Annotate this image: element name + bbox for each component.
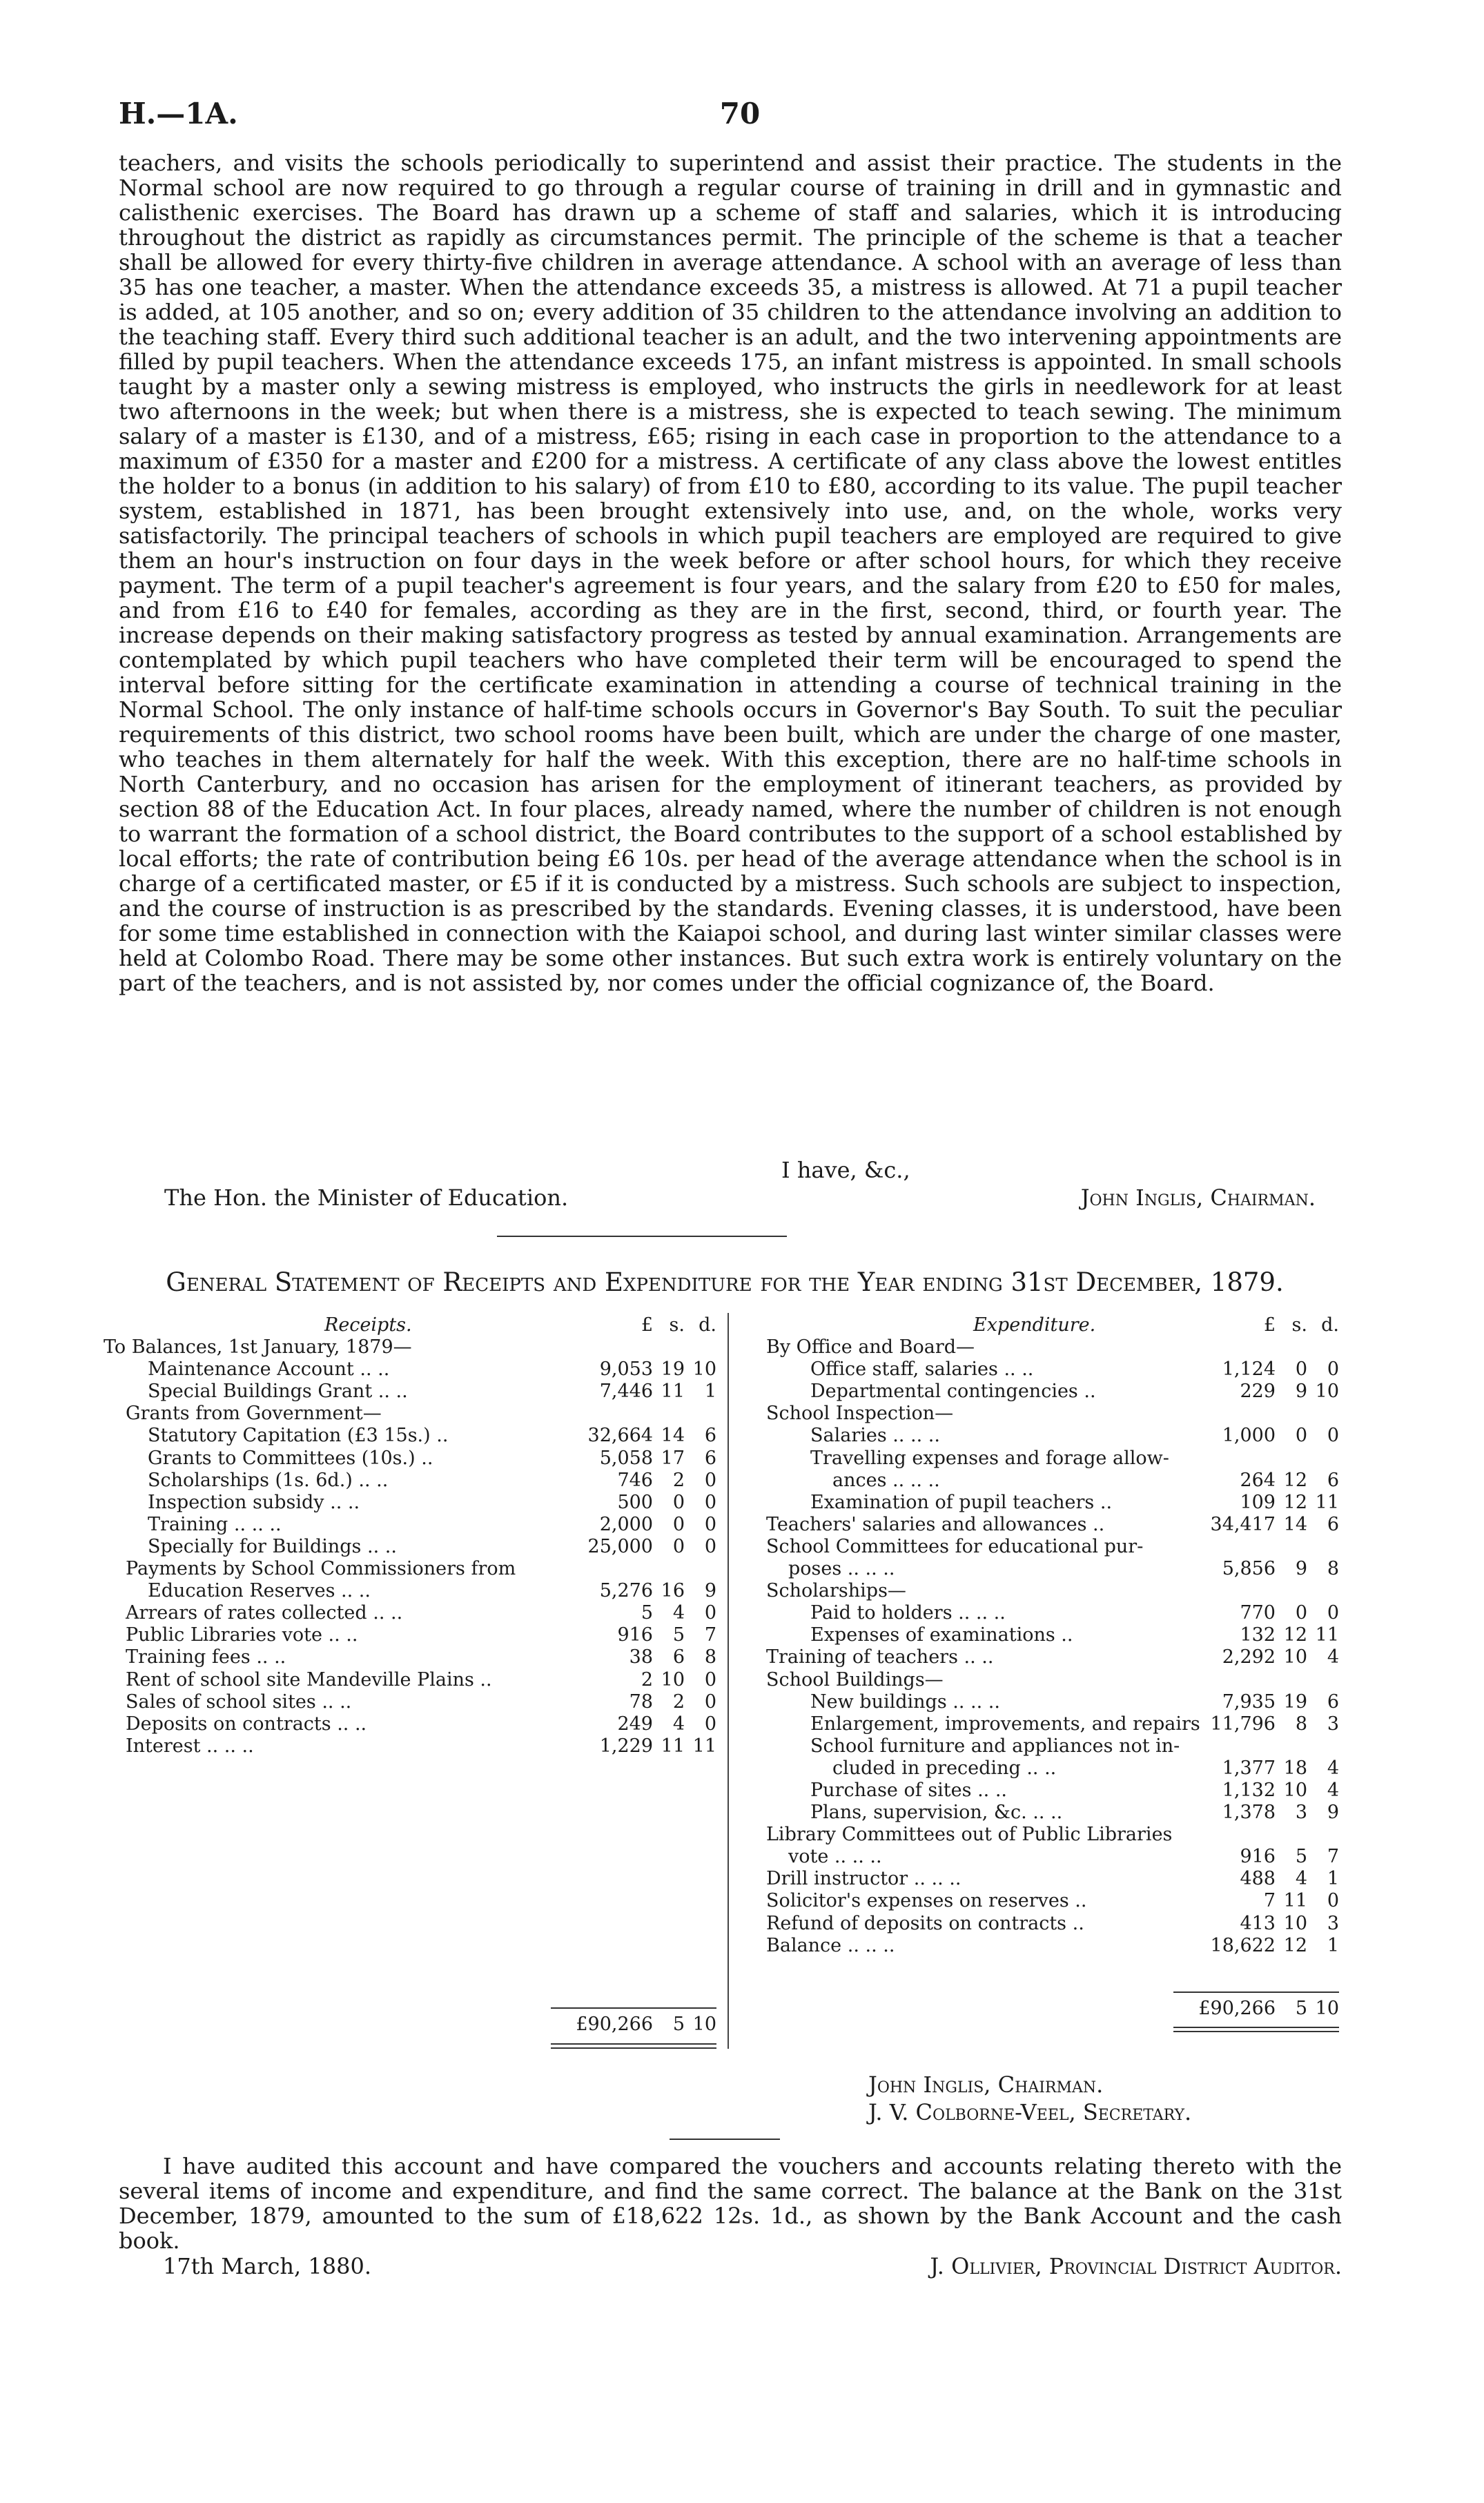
expenditure-item-amount: [1179, 1492, 1339, 1514]
receipt-amount-pounds: 32,664: [587, 1425, 653, 1447]
expenditure-row: [766, 1448, 1339, 1470]
receipt-amount-shillings: 0: [672, 1535, 685, 1557]
receipts-total-pounds: £90,266: [576, 2014, 653, 2035]
expenditure-amount-shillings: 5: [1295, 1846, 1307, 1868]
receipt-item-label: Grants to Committees (10s.) ..: [148, 1447, 433, 1469]
expenditure-amount-shillings: 4: [1295, 1868, 1307, 1890]
expenditure-amount-pounds: 34,417: [1210, 1513, 1276, 1535]
expenditure-currency-headers: [1179, 1314, 1339, 1336]
receipt-row: [104, 1646, 716, 1668]
expenditure-item-amount: [1179, 1669, 1339, 1691]
receipt-item-amount: [556, 1448, 716, 1470]
expenditure-item-label: Travelling expenses and forage allow-: [810, 1447, 1169, 1469]
receipts-column: [104, 1314, 716, 1757]
expenditure-item-amount: [1179, 1448, 1339, 1470]
expenditure-row: [766, 1558, 1339, 1580]
expenditure-item-label: Office staff, salaries .. ..: [810, 1358, 1034, 1381]
expenditure-item-label: Paid to holders .. .. ..: [810, 1602, 1006, 1624]
page-number: 70: [719, 97, 761, 130]
expenditure-item-label: Refund of deposits on contracts ..: [766, 1912, 1084, 1934]
expenditure-item-amount: [1179, 1470, 1339, 1492]
receipt-amount-pounds: 746: [617, 1469, 653, 1491]
receipt-item-amount: [556, 1470, 716, 1492]
statement-title: General Statement of Receipts and Expenditure for the Year ending 31st December, 1879.: [166, 1267, 1284, 1297]
expenditure-amount-pounds: 413: [1240, 1912, 1276, 1934]
receipt-item-amount: [556, 1536, 716, 1558]
receipt-amount-pence: 0: [704, 1602, 716, 1624]
expenditure-total-pence: 10: [1315, 1998, 1339, 2019]
expenditure-amount-pounds: 770: [1240, 1602, 1276, 1624]
receipt-row: [104, 1403, 716, 1425]
expenditure-amount-pence: 4: [1327, 1757, 1339, 1779]
expenditure-amount-pounds: 264: [1240, 1469, 1276, 1491]
receipt-amount-pence: 8: [704, 1646, 716, 1668]
receipt-amount-pounds: 25,000: [587, 1535, 653, 1557]
expenditure-item-label: ances .. .. ..: [832, 1469, 940, 1491]
expenditure-amount-shillings: 0: [1295, 1602, 1307, 1624]
receipt-row: [104, 1358, 716, 1381]
expenditure-amount-pence: 6: [1327, 1691, 1339, 1713]
receipt-item-label: Rent of school site Mandeville Plains ..: [126, 1668, 492, 1691]
expenditure-total: [1179, 1998, 1339, 2019]
receipt-row: [104, 1448, 716, 1470]
receipt-amount-shillings: 14: [661, 1425, 685, 1447]
expenditure-row: [766, 1757, 1339, 1780]
expenditure-item-label: Enlargement, improvements, and repairs: [810, 1713, 1200, 1735]
receipt-amount-shillings: 4: [672, 1602, 685, 1624]
expenditure-item-label: Balance .. .. ..: [766, 1934, 895, 1956]
receipt-amount-pence: 9: [704, 1580, 716, 1602]
receipt-amount-pence: 0: [704, 1469, 716, 1491]
receipt-amount-pence: 0: [704, 1513, 716, 1535]
expenditure-row: [766, 1381, 1339, 1403]
receipt-item-amount: [556, 1713, 716, 1735]
expenditure-item-amount: [1179, 1381, 1339, 1403]
receipt-amount-pounds: 78: [629, 1691, 653, 1713]
receipt-row: [104, 1336, 716, 1358]
chairman-signature: John Inglis, Chairman.: [868, 2072, 1104, 2098]
expenditure-row: [766, 1868, 1339, 1890]
receipt-row: [104, 1735, 716, 1757]
expenditure-amount-pence: 1: [1327, 1868, 1339, 1890]
expenditure-row: [766, 1780, 1339, 1802]
expenditure-amount-pounds: 109: [1240, 1491, 1276, 1513]
report-body-paragraph: teachers, and visits the schools periodically to superintend and assist their practice. The students in the Normal school are now required to go through a regular course of training in drill and in gymnastic and calisthenic exercises. The Board has drawn up a scheme of staff and salaries, which it is introducing throughout the district as rapidly as circumstances permit. The principle of the scheme is that a teacher shall be allowed for every thirty-five children in average attendance. A school with an average of less than 35 has one teacher, a master. When the attendance exceeds 35, a mistress is allowed. At 71 a pupil teacher is added, at 105 another, and so on; every addition of 35 children to the attendance involving an addition to the teaching staff. Every third such additional teacher is an adult, and the two intervening appointments are filled by pupil teachers. When the attendance exceeds 175, an infant mistress is appointed. In small schools taught by a master only a sewing mistress is employed, who instructs the girls in needlework for at least two afternoons in the week; but when there is a mistress, she is expected to teach sewing. The minimum salary of a master is £130, and of a mistress, £65; rising in each case in proportion to the attendance to a maximum of £350 for a master and £200 for a mistress. A certificate of any class above the lowest entitles the holder to a bonus (in addition to his salary) of from £10 to £80, according to its value. The pupil teacher system, established in 1871, has been brought extensively into use, and, on the whole, works very satisfactorily. The principal teachers of schools in which pupil teachers are employed are required to give them an hour's instruction on four days in the week before or after school hours, for which they receive payment. The term of a pupil teacher's agreement is four years, and the salary from £20 to £50 for males, and from £16 to £40 for females, according as they are in the first, second, third, or fourth year. The increase depends on their making satisfactory progress as tested by annual examination. Arrangements are contemplated by which pupil teachers who have completed their term will be encouraged to spend the interval before sitting for the certificate examination in attending a course of technical training in the Normal School. The only instance of half-time schools occurs in Governor's Bay South. To suit the peculiar requirements of this district, two school rooms have been built, which are under the charge of one master, who teaches in them alternately for half the week. With this exception, there are no half-time schools in North Canterbury, and no occasion has arisen for the employment of itinerant teachers, as provided by section 88 of the Education Act. In four places, already named, where the number of children is not enough to warrant the formation of a school district, the Board contributes to the support of a school established by local efforts; the rate of contribution being £6 10s. per head of the average attendance when the school is in charge of a certificated master, or £5 if it is conducted by a mistress. Such schools are subject to inspection, and the course of instruction is as prescribed by the standards. Evening classes, it is understood, have been for some time established in connection with the Kaiapoi school, and during last winter similar classes were held at Colombo Road. There may be some other instances. But such extra work is entirely voluntary on the part of the teachers, and is not assisted by, nor comes under the official cognizance of, the Board.: [119, 150, 1342, 996]
expenditure-amount-pence: 6: [1327, 1469, 1339, 1491]
receipt-amount-pence: 0: [704, 1713, 716, 1735]
expenditure-amount-pounds: 1,378: [1222, 1802, 1276, 1824]
expenditure-amount-pounds: 7,935: [1222, 1691, 1276, 1713]
receipts-currency-headers: [556, 1314, 716, 1336]
expenditure-item-amount: [1179, 1580, 1339, 1602]
expenditure-item-label: Drill instructor .. .. ..: [766, 1868, 961, 1890]
receipt-item-label: Scholarships (1s. 6d.) .. ..: [148, 1469, 389, 1491]
receipts-total-pence: 10: [692, 2014, 716, 2035]
expenditure-amount-shillings: 9: [1295, 1381, 1307, 1403]
expenditure-row: [766, 1846, 1339, 1868]
addressee: The Hon. the Minister of Education.: [164, 1185, 569, 1211]
expenditure-amount-shillings: 0: [1295, 1425, 1307, 1447]
audit-certificate: I have audited this account and have compared the vouchers and accounts relating thereto with the several items of income and expenditure, and find the same correct. The balance at the Bank on the 31st December, 1879, amounted to the sum of £18,622 12s. 1d., as shown by the Bank Account and the cash book.: [119, 2153, 1342, 2254]
receipt-row: [104, 1713, 716, 1735]
receipt-row: [104, 1470, 716, 1492]
expenditure-item-label: Plans, supervision, &c. .. ..: [810, 1802, 1063, 1824]
receipt-item-amount: [556, 1358, 716, 1381]
closing-salutation: I have, &c.,: [781, 1157, 910, 1183]
receipt-row: [104, 1602, 716, 1624]
expenditure-row: [766, 1336, 1339, 1358]
receipt-amount-pounds: 7,446: [599, 1381, 653, 1403]
receipt-item-label: Grants from Government—: [126, 1403, 382, 1425]
receipt-item-label: Sales of school sites .. ..: [126, 1691, 352, 1713]
receipt-amount-pence: 0: [704, 1691, 716, 1713]
expenditure-item-label: Scholarships—: [766, 1580, 906, 1602]
expenditure-item-amount: [1179, 1425, 1339, 1447]
expenditure-amount-pence: 7: [1327, 1846, 1339, 1868]
receipt-amount-shillings: 0: [672, 1513, 685, 1535]
receipt-amount-shillings: 19: [661, 1358, 685, 1381]
expenditure-amount-shillings: 10: [1283, 1646, 1307, 1668]
receipt-item-amount: [556, 1381, 716, 1403]
expenditure-amount-shillings: 12: [1283, 1624, 1307, 1646]
expenditure-amount-pounds: 5,856: [1222, 1558, 1276, 1580]
receipt-row: [104, 1558, 716, 1580]
expenditure-amount-pounds: 1,000: [1222, 1425, 1276, 1447]
receipt-item-label: Inspection subsidy .. ..: [148, 1491, 360, 1513]
receipt-item-amount: [556, 1514, 716, 1536]
section-divider: [497, 1236, 787, 1237]
receipt-amount-pence: 11: [692, 1735, 716, 1757]
receipt-amount-shillings: 0: [672, 1491, 685, 1513]
receipt-item-label: Training .. .. ..: [148, 1513, 282, 1535]
receipt-item-amount: [556, 1558, 716, 1580]
expenditure-total-shillings: 5: [1295, 1998, 1307, 2019]
expenditure-amount-pounds: 132: [1240, 1624, 1276, 1646]
expenditure-amount-pence: 0: [1327, 1425, 1339, 1447]
receipt-row: [104, 1425, 716, 1447]
expenditure-item-label: School Committees for educational pur-: [766, 1535, 1144, 1557]
letter-signoff: [119, 1157, 1342, 1212]
pence-header: d.: [699, 1314, 716, 1336]
expenditure-item-amount: [1179, 1868, 1339, 1890]
expenditure-amount-pounds: 916: [1240, 1846, 1276, 1868]
expenditure-row: [766, 1890, 1339, 1912]
expenditure-amount-shillings: 10: [1283, 1912, 1307, 1934]
expenditure-row: [766, 1536, 1339, 1558]
expenditure-item-label: Salaries .. .. ..: [810, 1425, 940, 1447]
expenditure-item-amount: [1179, 1536, 1339, 1558]
expenditure-row: [766, 1735, 1339, 1757]
expenditure-item-amount: [1179, 1913, 1339, 1935]
receipt-item-amount: [556, 1425, 716, 1447]
expenditure-item-amount: [1179, 1824, 1339, 1846]
receipt-amount-shillings: 17: [661, 1447, 685, 1469]
expenditure-item-amount: [1179, 1403, 1339, 1425]
receipt-row: [104, 1669, 716, 1691]
receipt-item-amount: [556, 1646, 716, 1668]
expenditure-item-label: New buildings .. .. ..: [810, 1691, 1000, 1713]
expenditure-item-amount: [1179, 1935, 1339, 1957]
page-header: [119, 97, 1361, 138]
expenditure-amount-shillings: 0: [1295, 1358, 1307, 1381]
receipt-item-amount: [556, 1580, 716, 1602]
expenditure-amount-pounds: 229: [1240, 1381, 1276, 1403]
receipt-item-label: Interest .. .. ..: [126, 1735, 254, 1757]
receipt-item-label: Deposits on contracts .. ..: [126, 1713, 367, 1735]
expenditure-row: [766, 1470, 1339, 1492]
receipt-row: [104, 1514, 716, 1536]
pence-header: d.: [1321, 1314, 1339, 1336]
receipt-row: [104, 1536, 716, 1558]
expenditure-total-pounds: £90,266: [1198, 1998, 1276, 2019]
expenditure-item-amount: [1179, 1624, 1339, 1646]
expenditure-amount-shillings: 9: [1295, 1558, 1307, 1580]
expenditure-amount-pence: 3: [1327, 1713, 1339, 1735]
expenditure-item-amount: [1179, 1358, 1339, 1381]
expenditure-amount-shillings: 3: [1295, 1802, 1307, 1824]
receipts-header-row: [104, 1314, 716, 1336]
receipt-item-label: Statutory Capitation (£3 15s.) ..: [148, 1425, 449, 1447]
receipt-item-label: Specially for Buildings .. ..: [148, 1535, 397, 1557]
expenditure-amount-pence: 6: [1327, 1513, 1339, 1535]
expenditure-row: [766, 1935, 1339, 1957]
receipt-amount-pounds: 1,229: [599, 1735, 653, 1757]
expenditure-item-label: cluded in preceding .. ..: [832, 1757, 1057, 1779]
expenditure-amount-pence: 1: [1327, 1934, 1339, 1956]
receipt-amount-pounds: 9,053: [599, 1358, 653, 1381]
expenditure-item-amount: [1179, 1336, 1339, 1358]
expenditure-item-label: Purchase of sites .. ..: [810, 1779, 1007, 1801]
expenditure-item-label: vote .. .. ..: [788, 1846, 882, 1868]
expenditure-amount-pence: 0: [1327, 1602, 1339, 1624]
receipt-item-amount: [556, 1691, 716, 1713]
column-divider: [728, 1313, 729, 2049]
expenditure-amount-pounds: 1,132: [1222, 1779, 1276, 1801]
receipts-total-rule: [551, 2007, 716, 2009]
shilling-header: s.: [1291, 1314, 1307, 1336]
pound-header: £: [641, 1314, 653, 1336]
receipt-amount-pounds: 249: [617, 1713, 653, 1735]
expenditure-row: [766, 1403, 1339, 1425]
receipt-amount-shillings: 10: [661, 1668, 685, 1691]
expenditure-item-label: School furniture and appliances not in-: [810, 1735, 1180, 1757]
expenditure-amount-pounds: 11,796: [1210, 1713, 1276, 1735]
shilling-header: s.: [669, 1314, 685, 1336]
receipt-item-label: Public Libraries vote .. ..: [126, 1624, 358, 1646]
receipt-amount-pounds: 2,000: [599, 1513, 653, 1535]
expenditure-amount-pence: 10: [1315, 1381, 1339, 1403]
statement-signers: [868, 2071, 1191, 2126]
receipt-amount-pence: 0: [704, 1668, 716, 1691]
expenditure-row: [766, 1580, 1339, 1602]
expenditure-item-amount: [1179, 1846, 1339, 1868]
expenditure-item-amount: [1179, 1558, 1339, 1580]
expenditure-row: [766, 1691, 1339, 1713]
expenditure-row: [766, 1358, 1339, 1381]
expenditure-total-rule: [1173, 1991, 1339, 1993]
receipt-item-label: Special Buildings Grant .. ..: [148, 1381, 408, 1403]
expenditure-item-label: School Buildings—: [766, 1668, 944, 1691]
receipt-amount-pounds: 5,058: [599, 1447, 653, 1469]
expenditure-amount-shillings: 18: [1283, 1757, 1307, 1779]
receipt-item-amount: [556, 1492, 716, 1514]
expenditure-amount-shillings: 12: [1283, 1491, 1307, 1513]
receipt-amount-pounds: 916: [617, 1624, 653, 1646]
expenditure-amount-shillings: 12: [1283, 1934, 1307, 1956]
expenditure-row: [766, 1824, 1339, 1846]
expenditure-row: [766, 1602, 1339, 1624]
audit-footer: [119, 2253, 1342, 2281]
receipt-item-amount: [556, 1602, 716, 1624]
receipt-amount-pounds: 38: [629, 1646, 653, 1668]
receipt-amount-pence: 6: [704, 1425, 716, 1447]
expenditure-amount-pounds: 18,622: [1210, 1934, 1276, 1956]
expenditure-amount-shillings: 10: [1283, 1779, 1307, 1801]
expenditure-item-amount: [1179, 1602, 1339, 1624]
expenditure-amount-shillings: 14: [1283, 1513, 1307, 1535]
receipt-item-label: Payments by School Commissioners from: [126, 1558, 516, 1580]
pound-header: £: [1263, 1314, 1276, 1336]
expenditure-amount-pence: 0: [1327, 1890, 1339, 1912]
receipt-row: [104, 1580, 716, 1602]
receipt-item-label: Education Reserves .. ..: [148, 1580, 371, 1602]
expenditure-item-label: Training of teachers .. ..: [766, 1646, 994, 1668]
receipts-heading: Receipts.: [324, 1314, 412, 1336]
expenditure-total-double-rule: [1173, 2027, 1339, 2032]
receipt-amount-shillings: 6: [672, 1646, 685, 1668]
expenditure-item-amount: [1179, 1691, 1339, 1713]
receipt-amount-pounds: 5: [641, 1602, 653, 1624]
expenditure-item-amount: [1179, 1735, 1339, 1757]
receipt-row: [104, 1691, 716, 1713]
receipt-item-amount: [556, 1624, 716, 1646]
receipt-amount-pence: 6: [704, 1447, 716, 1469]
receipt-amount-shillings: 2: [672, 1469, 685, 1491]
receipt-item-label: To Balances, 1st January, 1879—: [104, 1336, 412, 1358]
receipt-amount-pence: 7: [704, 1624, 716, 1646]
receipt-item-amount: [556, 1669, 716, 1691]
receipt-amount-pounds: 2: [641, 1668, 653, 1691]
expenditure-amount-shillings: 11: [1283, 1890, 1307, 1912]
audit-date: 17th March, 1880.: [163, 2253, 371, 2279]
expenditure-item-label: Library Committees out of Public Libraries: [766, 1824, 1173, 1846]
expenditure-amount-pounds: 2,292: [1222, 1646, 1276, 1668]
expenditure-row: [766, 1624, 1339, 1646]
expenditure-row: [766, 1514, 1339, 1536]
expenditure-item-amount: [1179, 1802, 1339, 1824]
receipt-amount-shillings: 4: [672, 1713, 685, 1735]
receipt-item-label: Maintenance Account .. ..: [148, 1358, 390, 1381]
secretary-signature: J. V. Colborne-Veel, Secretary.: [868, 2099, 1192, 2125]
expenditure-amount-shillings: 12: [1283, 1469, 1307, 1491]
expenditure-heading: Expenditure.: [973, 1314, 1096, 1336]
letter-signer: John Inglis, Chairman.: [1080, 1185, 1316, 1211]
receipts-total-shillings: 5: [672, 2014, 685, 2035]
expenditure-row: [766, 1913, 1339, 1935]
expenditure-row: [766, 1713, 1339, 1735]
receipt-item-amount: [556, 1336, 716, 1358]
expenditure-item-label: Teachers' salaries and allowances ..: [766, 1513, 1105, 1535]
audit-divider: [670, 2139, 780, 2140]
expenditure-item-label: Examination of pupil teachers ..: [810, 1491, 1113, 1513]
expenditure-item-label: Expenses of examinations ..: [810, 1624, 1073, 1646]
expenditure-amount-pounds: 7: [1263, 1890, 1276, 1912]
paper-reference: H.—1A.: [119, 97, 238, 130]
expenditure-amount-pence: 4: [1327, 1779, 1339, 1801]
expenditure-row: [766, 1492, 1339, 1514]
expenditure-item-amount: [1179, 1890, 1339, 1912]
expenditure-item-amount: [1179, 1713, 1339, 1735]
expenditure-amount-pence: 11: [1315, 1491, 1339, 1513]
receipt-amount-shillings: 2: [672, 1691, 685, 1713]
expenditure-amount-shillings: 19: [1283, 1691, 1307, 1713]
expenditure-item-label: Solicitor's expenses on reserves ..: [766, 1890, 1087, 1912]
expenditure-row: [766, 1802, 1339, 1824]
expenditure-header-row: [766, 1314, 1339, 1336]
receipt-amount-pounds: 5,276: [599, 1580, 653, 1602]
receipt-amount-pence: 0: [704, 1535, 716, 1557]
expenditure-column: [766, 1314, 1339, 1957]
receipt-item-label: Training fees .. ..: [126, 1646, 286, 1668]
expenditure-amount-pounds: 1,377: [1222, 1757, 1276, 1779]
expenditure-item-label: School Inspection—: [766, 1403, 954, 1425]
expenditure-amount-pounds: 488: [1240, 1868, 1276, 1890]
receipt-row: [104, 1624, 716, 1646]
expenditure-amount-pence: 9: [1327, 1802, 1339, 1824]
expenditure-item-amount: [1179, 1514, 1339, 1536]
expenditure-item-amount: [1179, 1757, 1339, 1780]
receipt-amount-shillings: 11: [661, 1735, 685, 1757]
receipt-item-label: Arrears of rates collected .. ..: [126, 1602, 403, 1624]
receipt-amount-pence: 1: [704, 1381, 716, 1403]
expenditure-row: [766, 1669, 1339, 1691]
expenditure-amount-pence: 8: [1327, 1558, 1339, 1580]
expenditure-item-amount: [1179, 1646, 1339, 1668]
receipt-amount-pence: 0: [704, 1491, 716, 1513]
receipt-item-amount: [556, 1735, 716, 1757]
expenditure-row: [766, 1425, 1339, 1447]
receipt-amount-shillings: 11: [661, 1381, 685, 1403]
expenditure-item-label: By Office and Board—: [766, 1336, 975, 1358]
receipt-row: [104, 1381, 716, 1403]
expenditure-row: [766, 1646, 1339, 1668]
receipt-item-amount: [556, 1403, 716, 1425]
expenditure-amount-pence: 4: [1327, 1646, 1339, 1668]
expenditure-amount-pence: 0: [1327, 1358, 1339, 1381]
expenditure-amount-pence: 11: [1315, 1624, 1339, 1646]
receipt-amount-shillings: 5: [672, 1624, 685, 1646]
receipts-total: [556, 2014, 716, 2035]
receipt-row: [104, 1492, 716, 1514]
receipt-amount-shillings: 16: [661, 1580, 685, 1602]
expenditure-item-label: Departmental contingencies ..: [810, 1381, 1096, 1403]
expenditure-amount-pounds: 1,124: [1222, 1358, 1276, 1381]
expenditure-item-amount: [1179, 1780, 1339, 1802]
expenditure-amount-pence: 3: [1327, 1912, 1339, 1934]
expenditure-amount-shillings: 8: [1295, 1713, 1307, 1735]
auditor-signature: J. Ollivier, Provincial District Auditor.: [930, 2253, 1342, 2279]
receipt-amount-pounds: 500: [617, 1491, 653, 1513]
receipts-total-double-rule: [551, 2043, 716, 2049]
expenditure-item-label: poses .. .. ..: [788, 1558, 895, 1580]
receipt-amount-pence: 10: [692, 1358, 716, 1381]
